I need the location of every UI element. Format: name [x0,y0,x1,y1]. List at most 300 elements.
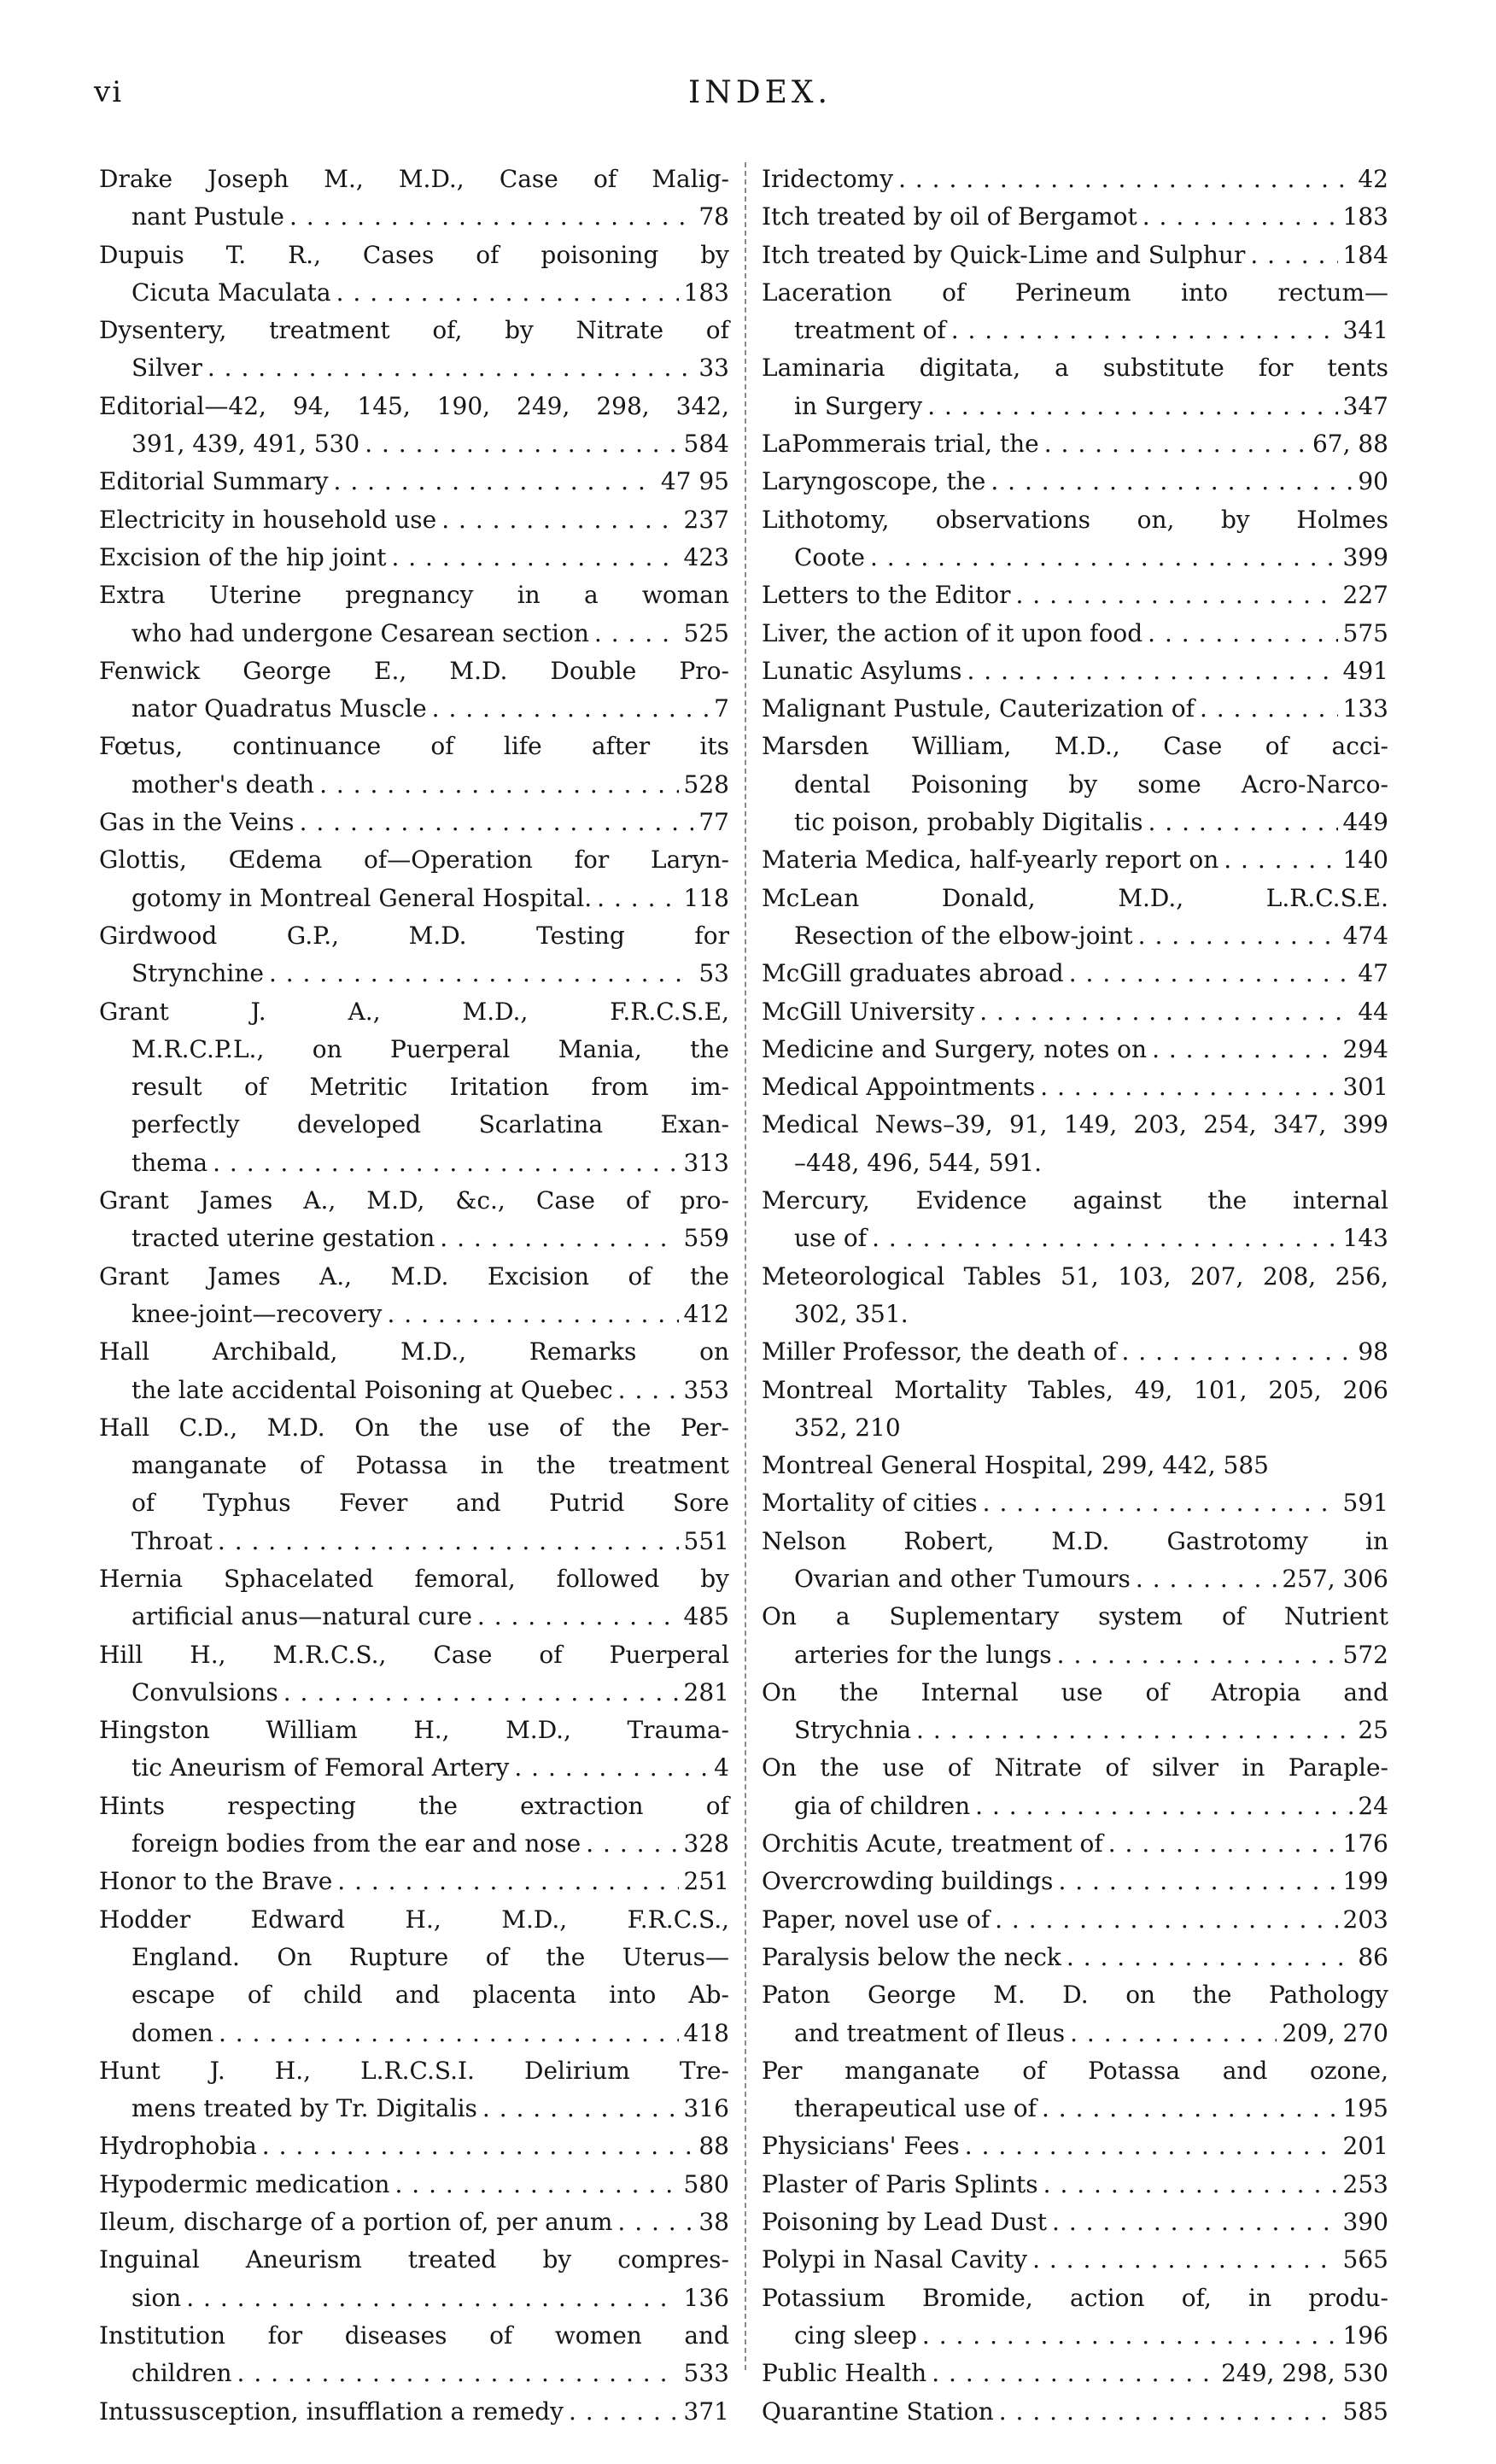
entry-text: knee-joint—recovery [131,1299,383,1328]
entry-text: Hydrophobia [99,2132,257,2161]
entry-heading-line [762,1182,1388,1220]
entry-text: Ovarian and other Tumours [794,1564,1131,1593]
index-entry [99,539,729,576]
entry-continuation-line [762,1788,1388,1825]
entry-heading-line [99,1863,729,1900]
dot-leader [1032,2241,1337,2279]
entry-heading-line [99,841,729,879]
entry-heading-line [99,1560,729,1598]
page-reference: 328 [683,1829,729,1858]
index-entry [99,312,729,388]
index-entry [762,1333,1388,1371]
entry-continuation-line [762,1712,1388,1749]
entry-continuation-line [99,1523,729,1560]
entry-heading-line [762,1031,1388,1068]
entry-continuation-line [99,1939,729,1976]
dot-leader [262,2127,694,2165]
dot-leader [1224,841,1337,879]
entry-heading-line [99,804,729,841]
entry-continuation-line [99,880,729,917]
index-entry [99,161,729,237]
index-entry [762,1106,1388,1182]
entry-text: cing sleep [794,2321,917,2350]
entry-text: Laryngoscope, the [762,467,986,496]
entry-text: Hill H., M.R.C.S., Case of Puerperal [99,1640,729,1669]
dot-leader [586,1825,678,1863]
page-reference: 559 [683,1224,729,1253]
entry-heading-line [762,2204,1388,2241]
index-entry [762,2166,1388,2204]
page-reference: 209, 270 [1282,2018,1388,2047]
entry-text: Drake Joseph M., M.D., Case of Malig- [99,165,729,193]
entry-continuation-line [99,1598,729,1636]
entry-text: England. On Rupture of the Uterus— [131,1942,729,1971]
entry-heading-line [99,1636,729,1674]
entry-heading-line [762,349,1388,387]
entry-text: Paper, novel use of [762,1905,991,1934]
page-reference: 281 [683,1677,729,1706]
entry-text: Lithotomy, observations on, by Holmes [762,505,1388,534]
dot-leader [1015,576,1337,614]
page-reference: 201 [1342,2132,1388,2161]
entry-heading-line [762,1674,1388,1712]
entry-heading-line [762,728,1388,765]
page-reference: 24 [1358,1791,1388,1820]
dot-leader [218,1523,679,1560]
entry-heading-line [762,2166,1388,2204]
entry-text: nator Quadratus Muscle [131,694,427,723]
entry-text: –448, 496, 544, 591. [794,1148,1043,1177]
entry-text: Plaster of Paris Splints [762,2169,1038,2198]
entry-heading-line [762,274,1388,312]
entry-text: Editorial Summary [99,467,329,496]
index-entry [762,1031,1388,1068]
entry-text: Medical News–39, 91, 149, 203, 254, 347, 399 [762,1110,1388,1139]
entry-text: Liver, the action of it upon food [762,618,1143,647]
entry-text: Hall Archibald, M.D., Remarks on [99,1337,729,1367]
dot-leader [617,2204,693,2241]
entry-heading-line [99,1712,729,1749]
entry-continuation-line [99,1220,729,1257]
entry-text: gotomy in Montreal General Hospital. [131,883,593,912]
dot-leader [983,1484,1338,1522]
page-reference: 196 [1342,2321,1388,2350]
page-reference: 253 [1342,2169,1388,2198]
dot-leader [922,2317,1338,2355]
entry-text: artificial anus—natural cure [131,1602,472,1631]
entry-text: Materia Medica, half-yearly report on [762,846,1219,875]
dot-leader [237,2355,679,2392]
index-entry [99,2241,729,2317]
entry-text: On the use of Nitrate of silver in Paraple- [762,1753,1388,1782]
entry-text: Strynchine [131,959,264,988]
entry-heading-line [762,425,1388,463]
entry-heading-line [762,2355,1388,2392]
entry-text: Extra Uterine pregnancy in a woman [99,581,729,610]
entry-continuation-line [99,2015,729,2052]
dot-leader [594,615,679,653]
entry-text: Mortality of cities [762,1489,978,1518]
dot-leader [927,388,1337,425]
entry-continuation-line [762,2317,1388,2355]
entry-text: Mercury, Evidence against the internal [762,1186,1388,1215]
entry-text: manganate of Potassa in the treatment [131,1451,729,1480]
entry-heading-line [99,2317,729,2355]
entry-heading-line [762,1333,1388,1371]
entry-text: mother's death [131,770,315,799]
page-reference: 78 [698,202,729,231]
entry-text: McGill graduates abroad [762,959,1064,988]
index-entry [99,388,729,464]
page-reference: 353 [683,1375,729,1404]
entry-text: Hernia Sphacelated femoral, followed by [99,1564,729,1593]
entry-text: Public Health [762,2359,927,2388]
index-entry [762,1484,1388,1522]
page-reference: 371 [683,2397,729,2426]
index-entry [762,1863,1388,1900]
entry-text: Miller Professor, the death of [762,1337,1117,1367]
entry-text: Potassium Bromide, action of, in produ- [762,2283,1388,2312]
index-entry [762,690,1388,728]
index-entry [762,1674,1388,1750]
index-entry [762,274,1388,350]
entry-text: arteries for the lungs [794,1640,1052,1669]
column-divider [745,162,746,2370]
index-entry [99,1712,729,1788]
page-reference: 418 [683,2018,729,2047]
entry-text: McGill University [762,997,975,1026]
entry-text: Itch treated by oil of Bergamot [762,202,1137,231]
entry-text: Laminaria digitata, a substitute for tents [762,354,1388,383]
dot-leader [334,463,656,500]
page-reference: 249, 298, 530 [1221,2359,1388,2388]
index-entry [762,161,1388,198]
page-reference: 251 [683,1867,729,1896]
entry-heading-line [762,2280,1388,2317]
index-entry [99,2393,729,2431]
entry-continuation-line [99,1031,729,1068]
dot-leader [1121,1333,1353,1371]
page-reference: 4 [714,1753,729,1782]
dot-leader [1136,1560,1277,1598]
entry-heading-line [762,2052,1388,2090]
index-entry [762,2052,1388,2128]
entry-heading-line [762,690,1388,728]
entry-heading-line [762,501,1388,539]
page-reference: 183 [683,278,729,307]
entry-continuation-line [99,1106,729,1144]
entry-text: Grant James A., M.D, &c., Case of pro- [99,1186,729,1215]
index-entry [99,653,729,729]
entry-continuation-line [762,1144,1388,1182]
entry-continuation-line [99,955,729,992]
page-reference: 44 [1358,997,1388,1026]
dot-leader [870,539,1338,576]
entry-text: Nelson Robert, M.D. Gastrotomy in [762,1526,1388,1555]
entry-continuation-line [99,1749,729,1787]
index-entry [762,463,1388,500]
entry-heading-line [99,993,729,1031]
entry-text: of Typhus Fever and Putrid Sore [131,1489,729,1518]
entry-continuation-line [762,2090,1388,2127]
entry-heading-line [762,2241,1388,2279]
entry-text: Hints respecting the extraction of [99,1791,729,1820]
index-entry [762,615,1388,653]
entry-text: Intussusception, insufflation a remedy [99,2397,564,2426]
entry-continuation-line [762,917,1388,955]
dot-leader [1069,955,1353,992]
page-reference: 584 [683,430,729,459]
index-entry [762,1901,1388,1939]
dot-leader [916,1712,1353,1749]
dot-leader [289,198,693,236]
page-reference: 237 [683,505,729,534]
entry-text: Per manganate of Potassa and ozone, [762,2056,1388,2085]
dot-leader [569,2393,679,2431]
entry-continuation-line [762,1560,1388,1598]
entry-heading-line [762,1598,1388,1636]
page-reference: 47 [1358,959,1388,988]
entry-heading-line [762,1863,1388,1900]
dot-leader [1070,2015,1277,2052]
page-reference: 7 [714,694,729,723]
index-entry [99,576,729,653]
entry-heading-line [762,1068,1388,1106]
dot-leader [219,2015,679,2052]
page-reference: 585 [1342,2397,1388,2426]
dot-leader [482,2090,679,2127]
index-entry [99,2166,729,2204]
page-reference: 485 [683,1602,729,1631]
entry-text: sion [131,2283,182,2312]
entry-continuation-line [99,198,729,236]
entry-text: Laceration of Perineum into rectum— [762,278,1388,307]
entry-heading-line [762,198,1388,236]
entry-text: dental Poisoning by some Acro-Narco- [794,770,1388,799]
dot-leader [1043,2166,1338,2204]
page-reference: 77 [698,808,729,837]
page-reference: 449 [1342,808,1388,837]
index-entry [762,349,1388,425]
dot-leader [207,349,693,387]
index-entry [762,2280,1388,2356]
page-reference: 412 [683,1299,729,1328]
entry-heading-line [99,161,729,198]
entry-heading-line [99,2241,729,2279]
page-reference: 257, 306 [1282,1564,1388,1593]
entry-text: Iridectomy [762,165,894,193]
entry-text: Convulsions [131,1677,278,1706]
entry-heading-line [99,1901,729,1939]
entry-text: Malignant Pustule, Cauterization of [762,694,1195,723]
entry-text: Gas in the Veins [99,808,295,837]
entry-text: On a Suplementary system of Nutrient [762,1602,1388,1631]
dot-leader [365,425,678,463]
page-reference: 423 [683,542,729,571]
entry-heading-line [99,576,729,614]
page-reference: 591 [1342,1489,1388,1518]
entry-text: 391, 439, 491, 530 [131,430,360,459]
page-reference: 347 [1342,391,1388,420]
dot-leader [967,653,1337,690]
dot-leader [975,1788,1353,1825]
page-reference: 399 [1342,542,1388,571]
entry-heading-line [762,1901,1388,1939]
index-entry [762,1068,1388,1106]
entry-text: Hodder Edward H., M.D., F.R.C.S., [99,1905,729,1934]
page-reference: 176 [1342,1829,1388,1858]
entry-text: Grant J. A., M.D., F.R.C.S.E, [99,997,729,1026]
entry-text: 302, 351. [794,1299,909,1328]
entry-text: Strychnia [794,1716,912,1745]
dot-leader [1108,1825,1338,1863]
dot-leader [477,1598,679,1636]
index-entry [762,1523,1388,1599]
entry-text: Throat [131,1526,213,1555]
entry-continuation-line [99,615,729,653]
entry-heading-line [762,993,1388,1031]
index-entry [99,2127,729,2165]
dot-leader [1042,2090,1338,2127]
entry-heading-line [762,1523,1388,1560]
index-entry [99,917,729,993]
entry-heading-line [99,1258,729,1296]
index-entry [762,2127,1388,2165]
index-entry [762,2393,1388,2431]
page-reference: 33 [698,354,729,383]
dot-leader [1148,615,1337,653]
entry-text: gia of children [794,1791,971,1820]
index-entry [762,2204,1388,2241]
entry-heading-line [99,2166,729,2204]
dot-leader [336,274,679,312]
entry-text: Lunatic Asylums [762,656,962,685]
dot-leader [337,1863,678,1900]
page-number: vi [94,75,124,109]
page-reference: 25 [1358,1716,1388,1745]
entry-text: Paralysis below the neck [762,1942,1061,1971]
entry-heading-line [762,955,1388,992]
entry-heading-line [99,2393,729,2431]
entry-heading-line [99,1333,729,1371]
entry-heading-line [99,917,729,955]
entry-continuation-line [99,1447,729,1484]
entry-continuation-line [99,2280,729,2317]
entry-text: perfectly developed Scarlatina Exan- [131,1110,729,1139]
index-column-right [762,161,1388,2431]
entry-text: Hall C.D., M.D. On the use of the Per- [99,1413,729,1442]
entry-text: Grant James A., M.D. Excision of the [99,1261,729,1291]
entry-text: Montreal Mortality Tables, 49, 101, 205, 206 [762,1375,1388,1404]
entry-heading-line [99,501,729,539]
dot-leader [991,463,1353,500]
index-entry [99,728,729,804]
index-entry [99,1258,729,1334]
page-reference: 575 [1342,618,1388,647]
index-entry [762,728,1388,841]
entry-continuation-line [762,539,1388,576]
page-reference: 533 [683,2359,729,2388]
index-entry [99,1333,729,1409]
index-entry [762,653,1388,690]
entry-text: Poisoning by Lead Dust [762,2208,1048,2237]
dot-leader [1200,690,1338,728]
page-title: INDEX. [688,75,832,110]
entry-text: Fœtus, continuance of life after its [99,732,729,761]
index-entry [99,993,729,1182]
dot-leader [319,766,678,804]
entry-heading-line [762,880,1388,917]
page-reference: 184 [1342,240,1388,269]
index-entry [762,1258,1388,1334]
index-entry [99,1901,729,2052]
entry-text: Quarantine Station [762,2397,994,2426]
dot-leader [597,880,678,917]
dot-leader [1142,198,1338,236]
page-reference: 90 [1358,467,1388,496]
entry-heading-line [762,576,1388,614]
index-entry [99,463,729,500]
entry-continuation-line [762,388,1388,425]
dot-leader [391,539,678,576]
entry-text: Orchitis Acute, treatment of [762,1829,1103,1858]
page-reference: 294 [1342,1034,1388,1063]
page-reference: 88 [698,2132,729,2161]
entry-heading-line [99,388,729,425]
entry-heading-line [99,539,729,576]
entry-continuation-line [99,2355,729,2392]
index-entry [762,2355,1388,2392]
entry-heading-line [99,2052,729,2090]
entry-continuation-line [99,1484,729,1522]
entry-text: children [131,2359,232,2388]
dot-leader [432,690,710,728]
entry-heading-line [99,463,729,500]
entry-heading-line [762,1749,1388,1787]
entry-continuation-line [99,1068,729,1106]
index-entry [762,1182,1388,1258]
entry-continuation-line [762,766,1388,804]
page-reference: 183 [1342,202,1388,231]
entry-heading-line [762,2127,1388,2165]
entry-continuation-line [99,766,729,804]
dot-leader [387,1296,678,1333]
dot-leader [1152,1031,1337,1068]
page-reference: 313 [683,1148,729,1177]
entry-text: Resection of the elbow-joint [794,921,1133,950]
entry-continuation-line [99,425,729,463]
page-reference: 572 [1342,1640,1388,1669]
page-reference: 195 [1342,2094,1388,2123]
dot-leader [965,2127,1338,2165]
entry-continuation-line [762,1409,1388,1447]
entry-heading-line [99,1788,729,1825]
page-reference: 525 [683,618,729,647]
entry-text: Electricity in household use [99,505,437,534]
entry-continuation-line [99,349,729,387]
entry-text: and treatment of Ileus [794,2018,1066,2047]
entry-text: Dysentery, treatment of, by Nitrate of [99,316,729,345]
entry-text: Letters to the Editor [762,581,1011,610]
entry-heading-line [762,1258,1388,1296]
dot-leader [618,1372,679,1409]
entry-text: Polypi in Nasal Cavity [762,2245,1028,2274]
page-reference: 203 [1342,1905,1388,1934]
entry-heading-line [762,1976,1388,2014]
index-entry [762,1976,1388,2052]
entry-heading-line [762,653,1388,690]
entry-text: foreign bodies from the ear and nose [131,1829,581,1858]
